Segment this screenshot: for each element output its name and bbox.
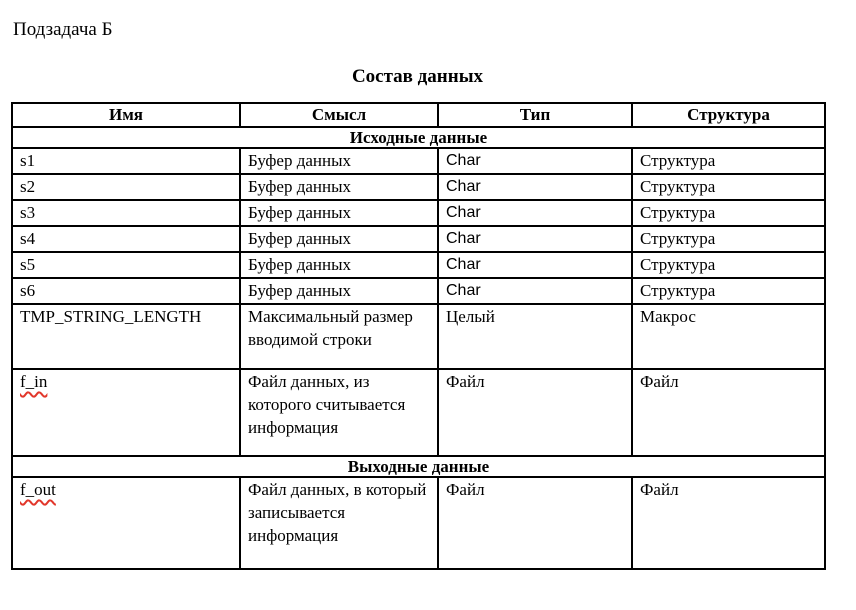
misspelled-word: f_out: [20, 480, 56, 499]
misspelled-word: f_in: [20, 372, 48, 391]
cell-meaning: Буфер данных: [240, 252, 438, 278]
cell-type: Char: [438, 226, 632, 252]
cell-structure: Структура: [632, 278, 825, 304]
cell-meaning: Максимальный размер вводимой строки: [240, 304, 438, 369]
cell-type: Char: [438, 278, 632, 304]
cell-type: Char: [438, 200, 632, 226]
cell-name: s1: [12, 148, 240, 174]
cell-type: Файл: [438, 369, 632, 456]
table-row: [12, 278, 825, 304]
table-row: [12, 304, 825, 369]
cell-meaning: Файл данных, в который записывается информация: [240, 477, 438, 569]
cell-structure: Макрос: [632, 304, 825, 369]
cell-meaning: Файл данных, из которого считывается информация: [240, 369, 438, 456]
cell-meaning: Буфер данных: [240, 278, 438, 304]
column-header-type: Тип: [438, 103, 632, 127]
table-row: [12, 226, 825, 252]
cell-name: s5: [12, 252, 240, 278]
cell-structure: Структура: [632, 174, 825, 200]
cell-meaning: Буфер данных: [240, 148, 438, 174]
cell-type: Char: [438, 148, 632, 174]
cell-type: Char: [438, 252, 632, 278]
cell-type: Char: [438, 174, 632, 200]
section-title: Выходные данные: [12, 456, 825, 477]
cell-structure: Структура: [632, 148, 825, 174]
cell-name: s2: [12, 174, 240, 200]
cell-structure: Структура: [632, 200, 825, 226]
table-row: [12, 252, 825, 278]
table-row: [12, 174, 825, 200]
cell-type: Целый: [438, 304, 632, 369]
page-subtitle: Подзадача Б: [13, 19, 113, 40]
header-row: [12, 103, 825, 127]
cell-meaning: Буфер данных: [240, 226, 438, 252]
cell-name: TMP_STRING_LENGTH: [12, 304, 240, 369]
section-row-input: [12, 127, 825, 148]
data-composition-table: [11, 102, 826, 570]
cell-type: Файл: [438, 477, 632, 569]
cell-meaning: Буфер данных: [240, 200, 438, 226]
column-header-meaning: Смысл: [240, 103, 438, 127]
column-header-structure: Структура: [632, 103, 825, 127]
section-title: Исходные данные: [12, 127, 825, 148]
cell-structure: Структура: [632, 252, 825, 278]
cell-name: [12, 369, 240, 456]
cell-structure: Файл: [632, 369, 825, 456]
table-row: [12, 477, 825, 569]
cell-structure: Файл: [632, 477, 825, 569]
table-row: [12, 369, 825, 456]
cell-name: s6: [12, 278, 240, 304]
table-title: Состав данных: [351, 66, 484, 87]
column-header-name: Имя: [12, 103, 240, 127]
table-row: [12, 200, 825, 226]
cell-name: s4: [12, 226, 240, 252]
cell-name: s3: [12, 200, 240, 226]
cell-structure: Структура: [632, 226, 825, 252]
cell-meaning: Буфер данных: [240, 174, 438, 200]
table-row: [12, 148, 825, 174]
section-row-output: [12, 456, 825, 477]
cell-name: [12, 477, 240, 569]
